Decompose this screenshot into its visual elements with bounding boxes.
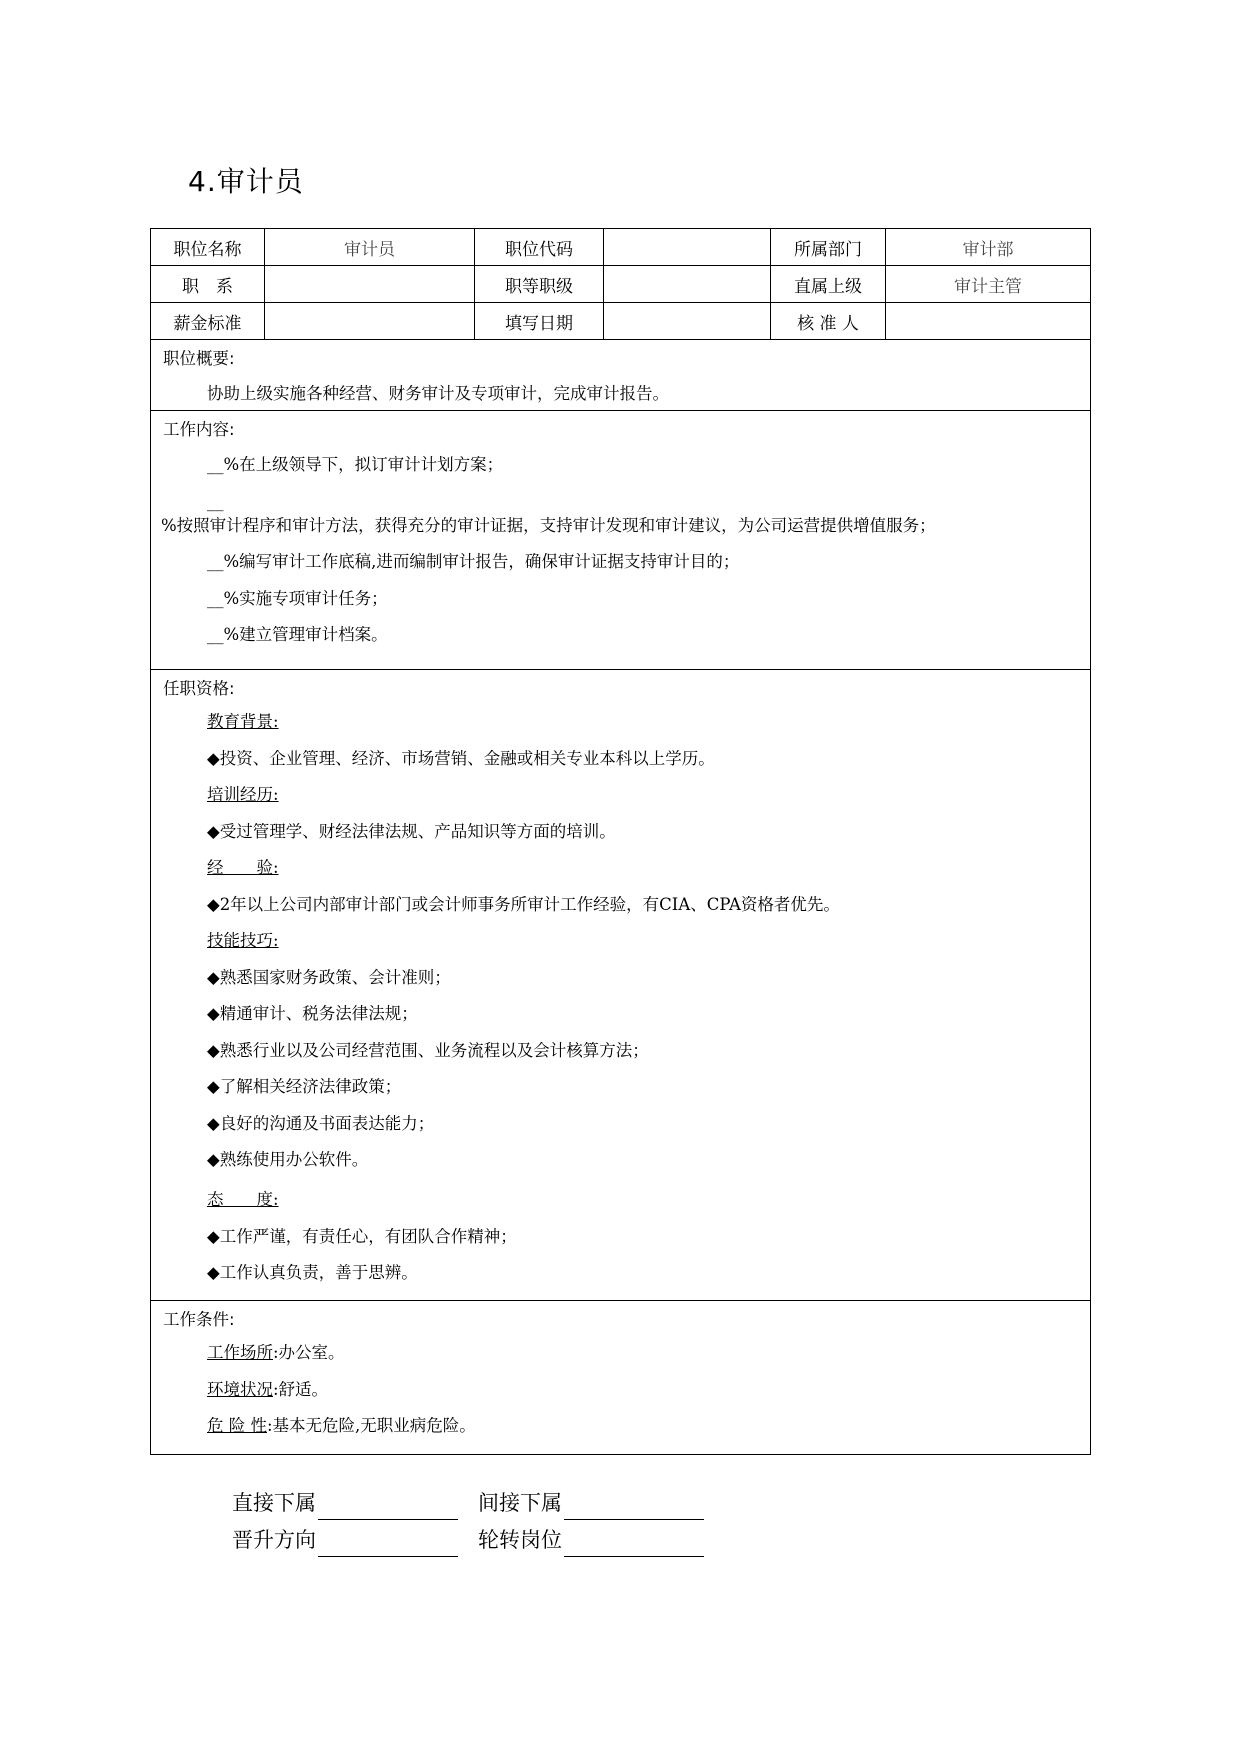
direct-subordinate-field (232, 1486, 478, 1520)
promotion-label: 晋升方向 (232, 1527, 316, 1552)
position-code-label: 职位代码 (475, 229, 604, 266)
summary-text: 协助上级实施各种经营、财务审计及专项审计，完成审计报告。 (207, 384, 669, 403)
skill-item: ◆熟练使用办公软件。 (207, 1150, 369, 1169)
summary-title: 职位概要: (163, 349, 235, 368)
skill-item: ◆熟悉国家财务政策、会计准则； (207, 967, 451, 987)
salary-label: 薪金标准 (151, 303, 265, 340)
position-name-value: 审计员 (265, 229, 475, 266)
grade-value (604, 266, 771, 303)
work-item-blank: __ (207, 491, 224, 511)
work-place-value: :办公室。 (273, 1343, 345, 1362)
promotion-field (232, 1523, 478, 1557)
work-item-blank: __ (207, 625, 224, 644)
job-description-table (150, 228, 1091, 1455)
risk-label: 危 险 性 (207, 1416, 267, 1435)
department-label: 所属部门 (771, 229, 886, 266)
rotation-label: 轮转岗位 (478, 1527, 562, 1552)
grade-label: 职等职级 (475, 266, 604, 303)
page-title: 4.审计员 (188, 165, 304, 198)
work-content-title: 工作内容: (163, 420, 235, 439)
education-text: ◆投资、企业管理、经济、市场营销、金融或相关专业本科以上学历。 (207, 748, 715, 768)
job-series-value (265, 266, 475, 303)
direct-subordinate-blank[interactable] (318, 1495, 458, 1520)
header-row-1 (151, 229, 1091, 266)
skill-item: ◆精通审计、税务法律法规； (207, 1004, 418, 1023)
work-item-text: %按照审计程序和审计方法，获得充分的审计证据，支持审计发现和审计建议，为公司运营提供增值服务； (161, 515, 936, 535)
superior-label: 直属上级 (771, 266, 886, 303)
attitude-item: ◆工作认真负责，善于思辨。 (207, 1263, 418, 1282)
indirect-subordinate-field (478, 1486, 724, 1520)
environment (163, 1378, 1078, 1402)
work-item (163, 550, 1078, 574)
environment-value: :舒适。 (273, 1379, 329, 1399)
work-content-section (151, 411, 1091, 670)
header-row-3 (151, 303, 1091, 340)
education-label: 教育背景: (207, 712, 279, 731)
attitude-label: 态 度: (207, 1190, 279, 1209)
attitude-item: ◆工作严谨，有责任心，有团队合作精神； (207, 1226, 517, 1246)
work-item-text: %编写审计工作底稿,进而编制审计报告，确保审计证据支持审计目的； (223, 552, 740, 571)
approver-label: 核 准 人 (771, 303, 886, 340)
risk-value: :基本无危险,无职业病危险。 (267, 1416, 476, 1435)
indirect-subordinate-blank[interactable] (564, 1495, 704, 1520)
fill-date-label: 填写日期 (475, 303, 604, 340)
conditions-row (151, 1301, 1091, 1455)
skills-label: 技能技巧: (207, 931, 279, 950)
footer-fields (232, 1484, 724, 1558)
experience-text: ◆2年以上公司内部审计部门或会计师事务所审计工作经验，有CIA、CPA资格者优先。 (207, 894, 840, 914)
direct-subordinate-label: 直接下属 (232, 1490, 316, 1515)
work-item-text: %实施专项审计任务； (223, 588, 388, 608)
conditions-section (151, 1301, 1091, 1455)
superior-value: 审计主管 (886, 266, 1091, 303)
qualifications-section (151, 670, 1091, 1301)
footer-row-1 (232, 1484, 724, 1521)
training-label: 培训经历: (207, 785, 279, 804)
promotion-blank[interactable] (318, 1532, 458, 1557)
qualifications-title: 任职资格: (163, 679, 235, 698)
experience-label: 经 验: (207, 858, 279, 877)
position-code-value (604, 229, 771, 266)
work-item (163, 453, 1078, 477)
skill-item: ◆熟悉行业以及公司经营范围、业务流程以及会计核算方法； (207, 1040, 649, 1060)
skill-item: ◆良好的沟通及书面表达能力； (207, 1113, 435, 1133)
training-text: ◆受过管理学、财经法律法规、产品知识等方面的培训。 (207, 821, 616, 841)
salary-value (265, 303, 475, 340)
summary-section (151, 340, 1091, 411)
job-series-label: 职 系 (151, 266, 265, 303)
work-place (163, 1341, 1078, 1365)
approver-value (886, 303, 1091, 340)
work-item-blank: __ (207, 588, 224, 608)
risk (163, 1414, 1078, 1438)
work-item (163, 587, 1078, 611)
work-item-blank: __ (207, 552, 224, 571)
skill-item: ◆了解相关经济法律政策； (207, 1077, 402, 1096)
department-value: 审计部 (886, 229, 1091, 266)
summary-row (151, 340, 1091, 411)
footer-row-2 (232, 1521, 724, 1558)
fill-date-value (604, 303, 771, 340)
position-name-label: 职位名称 (151, 229, 265, 266)
work-item (163, 623, 1078, 647)
rotation-blank[interactable] (564, 1532, 704, 1557)
work-item-text: %在上级领导下，拟订审计计划方案； (223, 455, 504, 474)
header-row-2 (151, 266, 1091, 303)
conditions-title: 工作条件: (163, 1310, 235, 1329)
rotation-field (478, 1523, 724, 1557)
work-item-text: %建立管理审计档案。 (223, 625, 388, 644)
work-place-label: 工作场所 (207, 1343, 273, 1362)
indirect-subordinate-label: 间接下属 (478, 1490, 562, 1515)
environment-label: 环境状况 (207, 1379, 273, 1399)
work-item-blank: __ (207, 455, 224, 474)
work-item (163, 490, 1078, 514)
work-content-row (151, 411, 1091, 670)
qualifications-row (151, 670, 1091, 1301)
